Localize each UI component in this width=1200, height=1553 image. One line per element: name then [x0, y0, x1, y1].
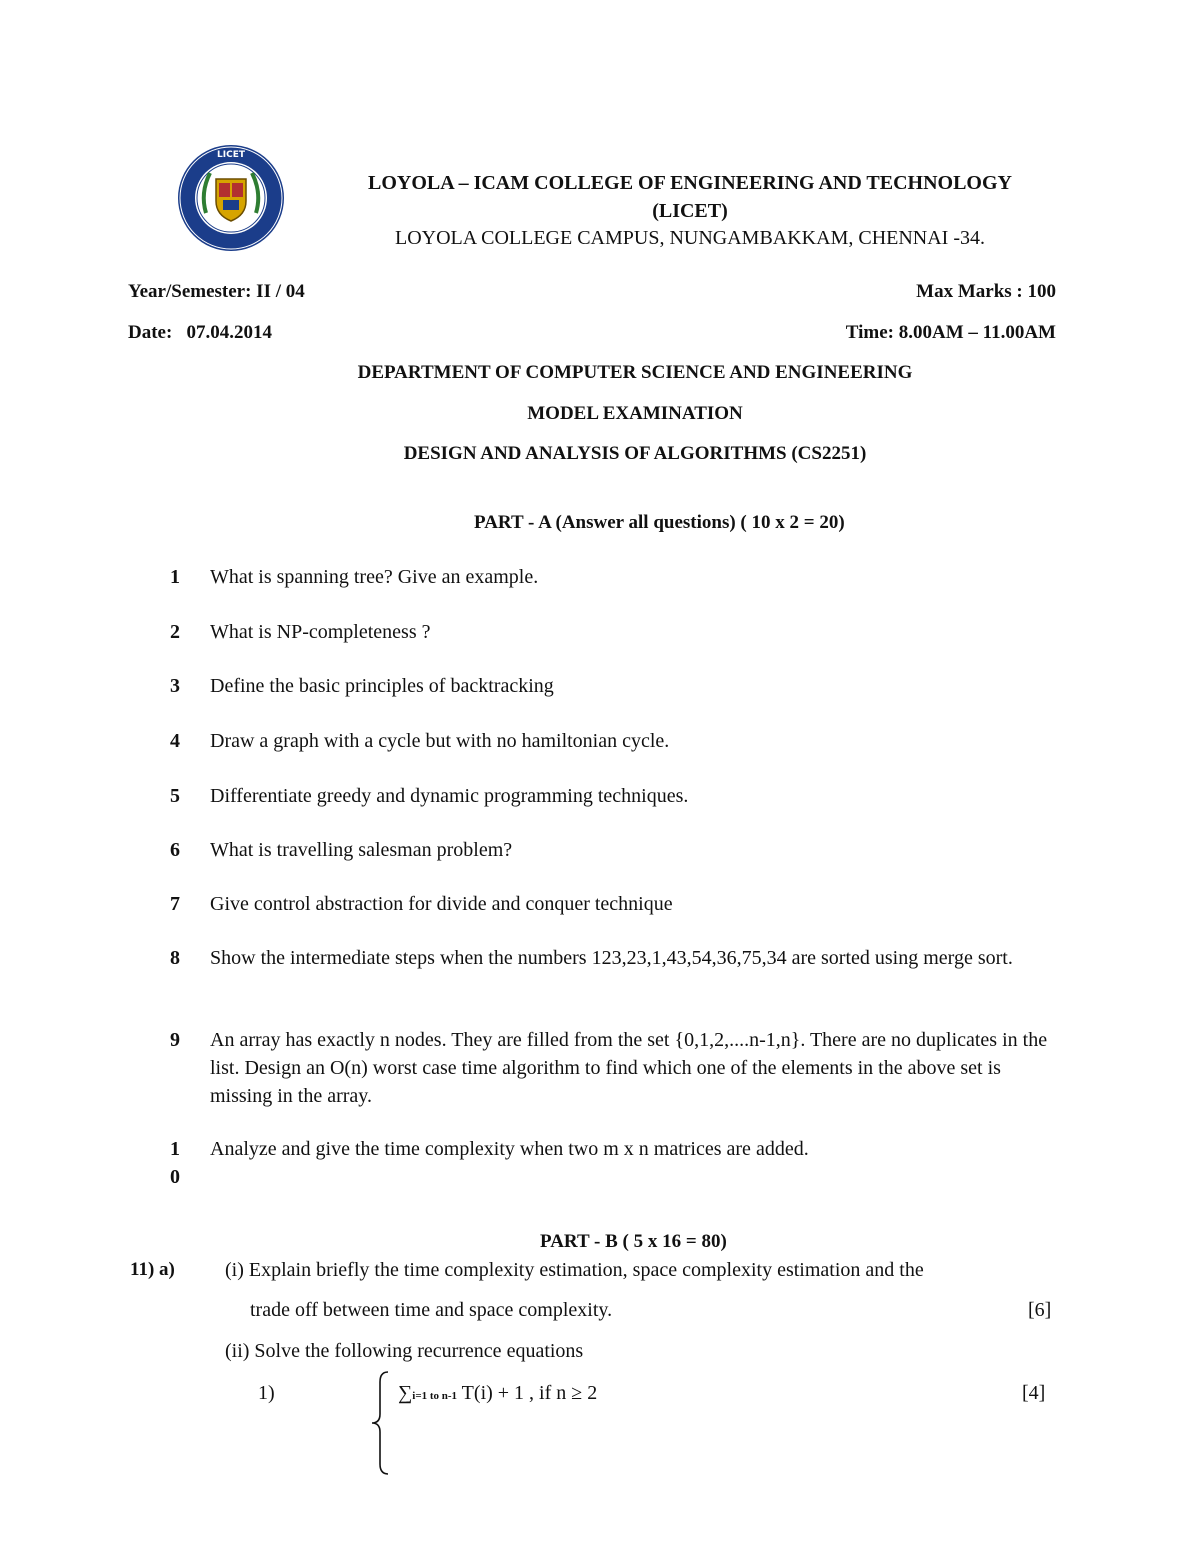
- curly-brace: [368, 1370, 392, 1476]
- question-11-ii: (ii) Solve the following recurrence equations: [225, 1340, 584, 1362]
- question-number: 9: [170, 1029, 180, 1051]
- sum-subscript: i=1 to n-1: [412, 1390, 458, 1402]
- equation-1: [398, 1379, 597, 1410]
- question-text: What is NP-completeness ?: [210, 621, 431, 643]
- question-number: 6: [170, 839, 180, 861]
- question-text: Give control abstraction for divide and conquer technique: [210, 893, 673, 915]
- question-number: 7: [170, 893, 180, 915]
- question-number: 1: [170, 566, 180, 588]
- question-number: 4: [170, 730, 180, 752]
- part-a-heading: PART - A (Answer all questions) ( 10 x 2 = 20): [474, 512, 845, 533]
- logo-lettering: LICET: [217, 150, 245, 160]
- question-text: Show the intermediate steps when the numbers 123,23,1,43,54,36,75,34 are sorted using merge sort.: [210, 947, 1013, 969]
- question-11-i-line2: trade off between time and space complexity.: [250, 1299, 613, 1321]
- exam-date: Date: 07.04.2014: [128, 322, 273, 343]
- max-marks: Max Marks : 100: [916, 281, 1056, 302]
- question-text: An array has exactly n nodes. They are filled from the set {0,1,2,....n-1,n}. There are no duplicates in the list. Design an O(n) worst case time algorithm to find which one of the elements in the above set is missing in the array.: [210, 1029, 1048, 1107]
- college-name: LOYOLA – ICAM COLLEGE OF ENGINEERING AND TECHNOLOGY: [368, 172, 1012, 194]
- sum-symbol: ∑: [398, 1382, 413, 1404]
- question-text: Analyze and give the time complexity when two m x n matrices are added.: [210, 1138, 809, 1160]
- question-11-i-line1: (i) Explain briefly the time complexity estimation, space complexity estimation and the: [225, 1259, 924, 1281]
- college-abbreviation: (LICET): [652, 200, 728, 222]
- question-text: What is travelling salesman problem?: [210, 839, 513, 861]
- department-title: DEPARTMENT OF COMPUTER SCIENCE AND ENGINEERING: [357, 362, 913, 383]
- college-logo: [176, 143, 286, 253]
- exam-title: MODEL EXAMINATION: [527, 403, 743, 424]
- question-text: Differentiate greedy and dynamic programming techniques.: [210, 785, 689, 807]
- part-b-heading: PART - B ( 5 x 16 = 80): [540, 1231, 727, 1252]
- question-number: 3: [170, 675, 180, 697]
- year-semester: Year/Semester: II / 04: [128, 281, 305, 302]
- equation-1-body: T(i) + 1 , if n ≥ 2: [457, 1382, 598, 1404]
- question-11-label: 11) a): [130, 1259, 175, 1280]
- question-number: 2: [170, 621, 180, 643]
- question-text: Define the basic principles of backtracking: [210, 675, 554, 697]
- equation-1-label: 1): [258, 1382, 275, 1404]
- question-text: Draw a graph with a cycle but with no hamiltonian cycle.: [210, 730, 670, 752]
- question-number: 8: [170, 947, 180, 969]
- question-11-i-marks: [6]: [1028, 1299, 1052, 1321]
- question-number: 1 0: [170, 1138, 180, 1188]
- equation-1-marks: [4]: [1022, 1382, 1046, 1404]
- question-text: What is spanning tree? Give an example.: [210, 566, 539, 588]
- question-number: 5: [170, 785, 180, 807]
- college-address: LOYOLA COLLEGE CAMPUS, NUNGAMBAKKAM, CHENNAI -34.: [395, 227, 985, 249]
- subject-title: DESIGN AND ANALYSIS OF ALGORITHMS (CS2251): [403, 443, 867, 464]
- exam-time: Time: 8.00AM – 11.00AM: [845, 322, 1056, 343]
